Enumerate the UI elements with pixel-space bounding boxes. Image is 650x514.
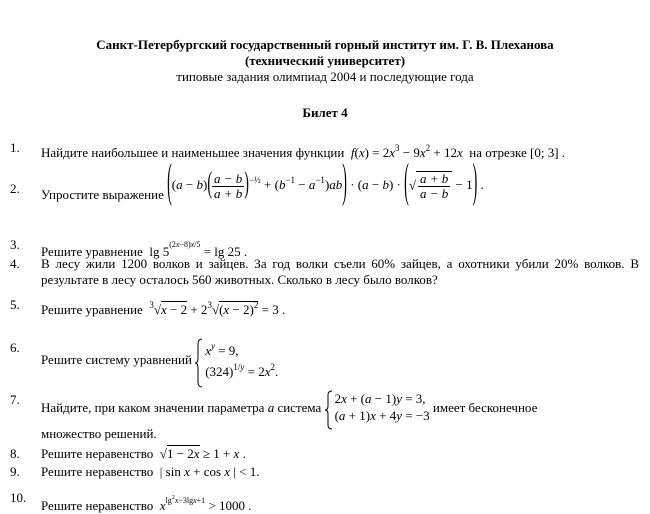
equation-system: 2x + (a − 1)y = 3, (a + 1)x + 4y = −3 bbox=[325, 390, 430, 424]
parameter-name: a bbox=[267, 399, 275, 415]
problem-number: 4. bbox=[10, 256, 20, 271]
problem-number: 1. bbox=[10, 140, 20, 155]
problem-text: Решите уравнение bbox=[41, 244, 143, 259]
problem-number: 2. bbox=[10, 181, 20, 196]
problem-number: 8. bbox=[10, 446, 20, 461]
problem-text: Решите систему уравнений bbox=[41, 351, 192, 367]
formula: $f(x) = 2x^3 - 9x^2 + 12x$ bbox=[350, 143, 463, 160]
problem-text: Решите неравенство bbox=[41, 446, 154, 461]
problem-number: 5. bbox=[10, 297, 20, 312]
problem-number: 7. bbox=[10, 392, 20, 407]
problem-number: 9. bbox=[10, 464, 20, 479]
problem-text: Решите уравнение bbox=[41, 302, 143, 317]
formula: ((a − b)( $\frac{a - b}{a + b}$ )$^{-\frac{1}{2}} + (b^{-1} - a^{-1})ab) \cdot (a - b)$ · (√ $\frac{a + b}{a - b}$ − 1) . bbox=[167, 158, 484, 210]
problem-number: 10. bbox=[10, 490, 27, 505]
problem-text-tail: на отрезке [0; 3] . bbox=[469, 145, 566, 160]
problem-text: Упростите выражение bbox=[41, 186, 164, 202]
problem-text-mid: система bbox=[277, 399, 322, 415]
formula: $\lg 5^{(2x-8)x/5} = \lg 25$ . bbox=[146, 240, 248, 259]
formula: √1 − 2x ≥ 1 + x . bbox=[156, 446, 246, 461]
brace-icon bbox=[195, 338, 203, 388]
brace-icon bbox=[325, 390, 333, 430]
ticket-number: Билет 4 bbox=[302, 105, 348, 120]
problem-text: Решите неравенство bbox=[41, 464, 154, 479]
equation-system: $x^y = 9$, $(324)^{1/y} = 2x^2$. bbox=[195, 338, 278, 380]
formula: $^3√x - 2 + 2^3√(x - 2)^2 = 3$ . bbox=[149, 300, 286, 317]
problem-text: Найдите наибольшее и наименьшее значения функции bbox=[41, 145, 345, 160]
institute-title: Санкт-Петербургский государственный горный институт им. Г. В. Плеханова bbox=[96, 37, 554, 52]
problem-text: Решите неравенство bbox=[41, 498, 154, 513]
olympiad-subtitle: типовые задания олимпиад 2004 и последующие года bbox=[176, 69, 474, 84]
problem-number: 3. bbox=[10, 237, 20, 252]
problem-text: Найдите, при каком значении параметра bbox=[41, 399, 265, 415]
problem-text-tail: имеет бесконечное bbox=[432, 399, 538, 415]
formula: $x^{lg^2x-3lgx+1} > 1000$ . bbox=[159, 495, 252, 513]
problem-text-tail2: множество решений. bbox=[41, 426, 157, 441]
problem-number: 6. bbox=[10, 340, 20, 355]
university-subtitle: (технический университет) bbox=[244, 53, 406, 68]
problem-text: В лесу жили 1200 волков и зайцев. За год волки съели 60% зайцев, а охотники убили 20% волков. В результате в лесу осталось 560 животных. Сколько в лесу было волков? bbox=[41, 256, 639, 287]
formula: | sin x + cos x | < 1. bbox=[156, 464, 260, 479]
